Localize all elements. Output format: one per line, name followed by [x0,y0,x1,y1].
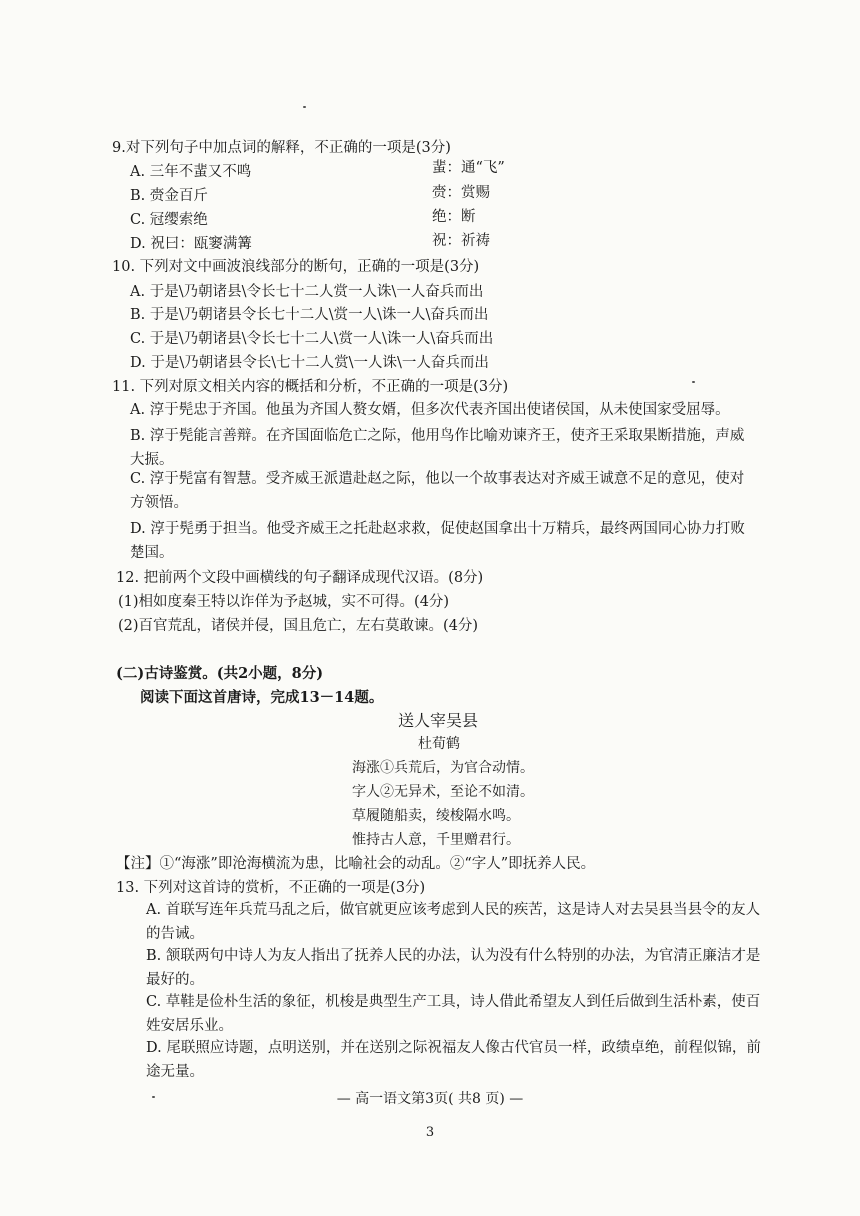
q11-option-a: A. 淳于髡忠于齐国。他虽为齐国人赘女婿，但多次代表齐国出使诸侯国，从未使国家受屈辱。 [130,402,730,418]
q12-item-1: (1)相如度秦王特以诈佯为予赵城，实不可得。(4分) [118,594,450,610]
q10-option-c: C. 于是\乃朝诸县\令长七十二人\赏一人\诛一人\奋兵而出 [130,331,494,347]
q10-option-d: D. 于是\乃朝诸县令长\七十二人赏\一人诛\一人奋兵而出 [130,355,489,371]
poem-note: 【注】①“海涨”即沧海横流为患，比喻社会的动乱。②“字人”即抚养人民。 [116,856,596,872]
section2-heading: (二)古诗鉴赏。(共2小题，8分) [116,665,324,682]
q11-option-c: C. 淳于髡富有智慧。受齐威王派遣赴赵之际，他以一个故事表达对齐威王诚意不足的意见，使对方领悟。 [130,471,745,511]
q12-item-2: (2)百官荒乱，诸侯并侵，国且危亡，左右莫敢谏。(4分) [118,618,479,634]
q9-gloss-d: 祝：祈祷 [432,233,490,249]
q13-option-c: C. 草鞋是俭朴生活的象征，机梭是典型生产工具，诗人借此希望友人到任后做到生活朴素，使百姓安居乐业。 [146,994,761,1034]
running-footer: — 高一语文第3页( 共8 页) — [336,1091,524,1107]
q9-option-a: A. 三年不蜚又不鸣 [130,164,252,180]
page-number: 3 [425,1125,435,1140]
q10-option-a: A. 于是\乃朝诸县\令长七十二人赏一人诛\一人奋兵而出 [130,284,484,300]
scan-speck [303,106,306,108]
q9-gloss-b: 赍：赏赐 [432,185,490,201]
poem-title: 送人宰吴县 [398,711,479,730]
poem-line-1: 海涨①兵荒后，为官合动情。 [352,760,534,776]
q9-stem: 9.对下列句子中加点词的解释，不正确的一项是(3分) [112,140,451,156]
q13-option-d: D. 尾联照应诗题，点明送别，并在送别之际祝福友人像古代官员一样，政绩卓绝，前程似锦，前途无量。 [146,1040,761,1080]
q12-stem: 12. 把前两个文段中画横线的句子翻译成现代汉语。(8分) [116,570,484,586]
scan-speck [152,1096,155,1098]
poem-line-3: 草履随船卖，绫梭隔水鸣。 [352,808,520,824]
q9-gloss-a: 蜚：通“飞” [432,160,505,176]
q11-stem: 11. 下列对原文相关内容的概括和分析，不正确的一项是(3分) [112,379,509,395]
q10-option-b: B. 于是\乃朝诸县令长七十二人\赏一人\诛一人\奋兵而出 [130,307,489,323]
q9-gloss-c: 绝：断 [432,209,476,225]
q10-stem: 10. 下列对文中画波浪线部分的断句，正确的一项是(3分) [112,259,480,275]
q13-option-a: A. 首联写连年兵荒马乱之后，做官就更应该考虑到人民的疾苦，这是诗人对去吴县当县令的友人的告诫。 [146,902,761,942]
q11-option-b: B. 淳于髡能言善辩。在齐国面临危亡之际，他用鸟作比喻劝谏齐王，使齐王采取果断措施，声威大振。 [130,428,745,468]
q9-option-c: C. 冠缨索绝 [130,212,208,228]
poem-author: 杜荀鹤 [418,736,460,752]
q9-option-b: B. 赍金百斤 [130,188,208,204]
poem-line-4: 惟持古人意，千里赠君行。 [352,832,520,848]
section2-instruction: 阅读下面这首唐诗，完成13－14题。 [140,689,384,706]
q11-option-d: D. 淳于髡勇于担当。他受齐威王之托赴赵求救，促使赵国拿出十万精兵，最终两国同心协力打败楚国。 [130,521,745,561]
scan-speck [692,381,695,383]
poem-line-2: 字人②无异术，至论不如清。 [352,784,534,800]
q13-option-b: B. 颔联两句中诗人为友人指出了抚养人民的办法，认为没有什么特别的办法，为官清正廉洁才是最好的。 [146,948,761,988]
q13-stem: 13. 下列对这首诗的赏析，不正确的一项是(3分) [116,880,426,896]
q9-option-d: D. 祝曰：瓯窭满篝 [130,236,252,252]
